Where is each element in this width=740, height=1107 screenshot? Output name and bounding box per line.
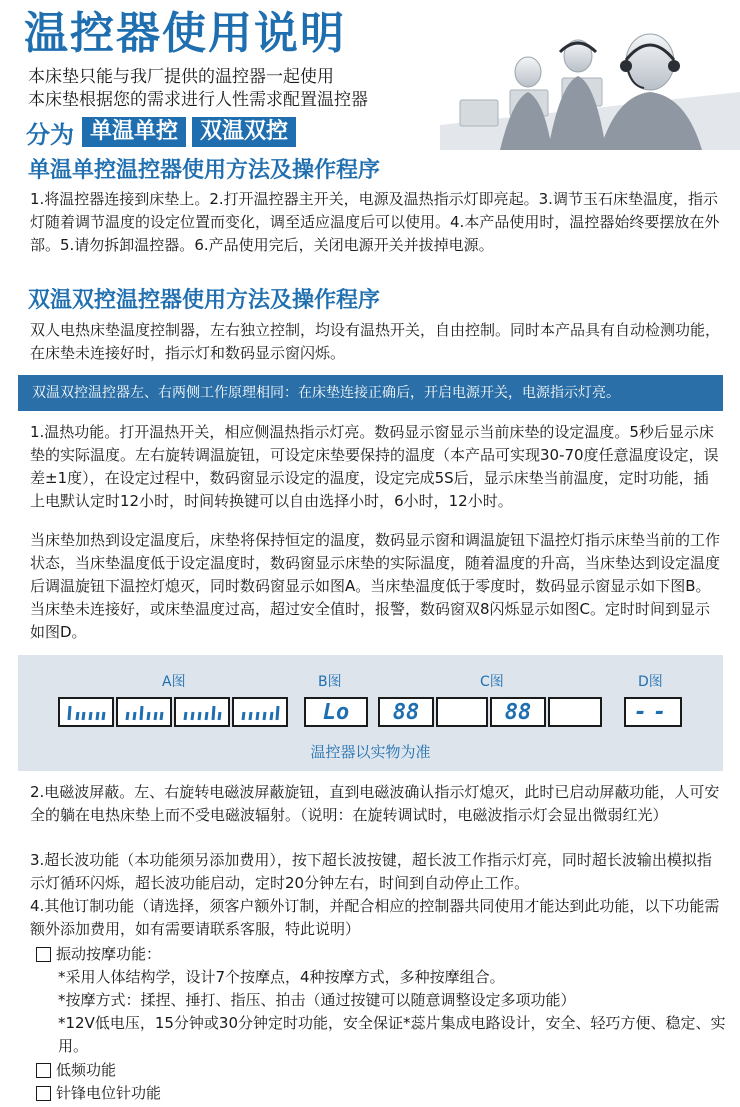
display-c-label: C图 — [480, 674, 504, 690]
segment-bars-icon — [64, 702, 108, 722]
display-a-window-4 — [232, 697, 288, 727]
emf-shield-text: 2.电磁波屏蔽。左、右旋转电磁波屏蔽旋钮，直到电磁波确认指示灯熄灭，此时已启动屏蔽功能，人可安全的躺在电热床垫上而不受电磁波辐射。（说明：在旋转调试时，电磁波指示灯会显出微弱红光） — [30, 783, 720, 824]
display-a-window-1 — [58, 697, 114, 727]
display-a-label: A图 — [162, 674, 186, 690]
display-a-window-2 — [116, 697, 172, 727]
type-row — [26, 116, 296, 148]
segment-bars-icon — [180, 702, 224, 722]
massage-detail-1: *采用人体结构学，设计7个按摩点，4种按摩方式，多种按摩组合。 — [58, 968, 505, 986]
type-label: 分为 — [26, 120, 74, 149]
display-d-label: D图 — [638, 674, 663, 690]
display-examples-panel — [18, 655, 723, 771]
display-c-window-1: 88 — [378, 697, 434, 727]
option-needle — [36, 1082, 161, 1104]
massage-checkbox[interactable] — [36, 947, 51, 962]
segment-bars-icon — [122, 702, 166, 722]
display-c-window-2: 88 — [490, 697, 546, 727]
massage-label: 振动按摩功能： — [56, 945, 162, 963]
display-a-window-3 — [174, 697, 230, 727]
display-caption: 温控器以实物为准 — [310, 743, 431, 761]
option-massage — [36, 943, 161, 965]
needle-checkbox[interactable] — [36, 1086, 51, 1101]
long-wave-text: 3.超长波功能（本功能须另添加费用），按下超长波按键，超长波工作指示灯亮，同时超长波输出模拟指示灯循环闪烁，超长波功能启动，定时20分钟左右，时间到自动停止工作。 — [30, 851, 712, 892]
intro-line-2: 本床垫根据您的需求进行人性需求配置温控器 — [28, 90, 368, 110]
display-c-window-blank-1 — [436, 697, 488, 727]
display-b-label: B图 — [318, 674, 342, 690]
dual-control-banner: 双温双控温控器左、右两侧工作原理相同：在床垫连接正确后，开启电源开关，电源指示灯亮。 — [18, 375, 723, 411]
single-control-heading: 单温单控温控器使用方法及操作程序 — [28, 158, 381, 183]
display-b-window: Lo — [304, 697, 368, 727]
temperature-state-text: 当床垫加热到设定温度后，床垫将保持恒定的温度，数码显示窗和调温旋钮下温控灯指示床垫当前的工作状态，当床垫温度低于设定温度时，数码窗显示床垫的实际温度，随着温度的升高，当床垫达到设定温度后调温旋钮下温控灯熄灭，同时数码窗显示如图A。当床垫温度低于零度时，数码显示窗显示如下图B。当床垫未连接好，或床垫温度过高，超过安全值时，报警，数码窗双8闪烁显示如图C。定时时间到显示如图D。 — [30, 531, 721, 641]
custom-functions-text: 4.其他订制功能（请选择，须客户额外订制，并配合相应的控制器共同使用才能达到此功能，以下功能需额外添加费用，如有需要请联系客服，特此说明） — [30, 897, 720, 938]
display-d-window: -- — [624, 697, 682, 727]
needle-label: 针锋电位针功能 — [56, 1084, 162, 1102]
massage-detail-2: *按摩方式：揉捏、捶打、指压、拍击（通过按键可以随意调整设定多项功能） — [58, 991, 576, 1009]
customer-service-illustration — [440, 30, 740, 150]
single-control-text: 1.将温控器连接到床垫上。2.打开温控器主开关，电源及温热指示灯即亮起。3.调节玉石床垫温度，指示灯随着调节温度的设定位置而变化，调至适应温度后可以使用。4.本产品使用时，温控器始终要摆放在外部。5.请勿拆卸温控器。6.产品使用完后，关闭电源开关并拔掉电源。 — [30, 190, 720, 254]
display-c-window-blank-2 — [548, 697, 602, 727]
intro-line-1: 本床垫只能与我厂提供的温控器一起使用 — [28, 67, 334, 87]
tag-single-control: 单温单控 — [82, 117, 186, 147]
dual-control-text: 双人电热床垫温度控制器，左右独立控制，均设有温热开关，自由控制。同时本产品具有自动检测功能，在床垫未连接好时，指示灯和数码显示窗闪烁。 — [30, 321, 721, 362]
tag-dual-control: 双温双控 — [192, 117, 296, 147]
page-title: 温控器使用说明 — [24, 8, 346, 59]
segment-bars-icon — [238, 702, 282, 722]
low-frequency-checkbox[interactable] — [36, 1063, 51, 1078]
dual-control-heading: 双温双控温控器使用方法及操作程序 — [28, 288, 381, 313]
massage-detail-3: *12V低电压，15分钟或30分钟定时功能，安全保证*蕊片集成电路设计，安全、轻巧方便、稳定、实用。 — [58, 1014, 726, 1055]
heating-function-text: 1.温热功能。打开温热开关，相应侧温热指示灯亮。数码显示窗显示当前床垫的设定温度。5秒后显示床垫的实际温度。左右旋转调温旋钮，可设定床垫要保持的温度（本产品可实现30-70度任意温度设定，误差±1度），在设定过程中，数码窗显示设定的温度，设定完成5S后，显示床垫当前温度，定时功能，插上电默认定时12小时，时间转换键可以自由选择小时，6小时，12小时。 — [30, 423, 719, 510]
low-frequency-label: 低频功能 — [56, 1061, 117, 1079]
option-low-frequency — [36, 1059, 116, 1081]
